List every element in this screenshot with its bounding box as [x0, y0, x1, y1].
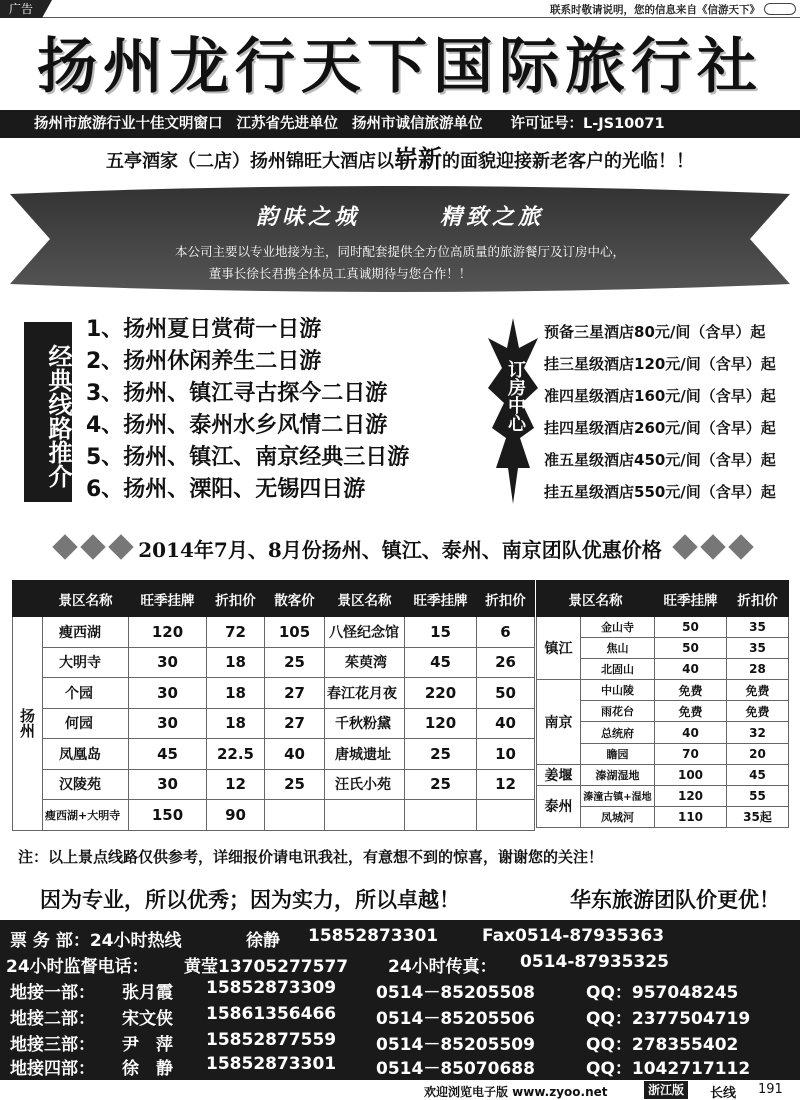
column-header: 景区名称	[537, 581, 655, 617]
route-item: 3、扬州、镇江寻古探今二日游	[86, 381, 388, 406]
top-bar	[0, 0, 800, 18]
table-row: 个园 30 18 27 春江花月夜 220 50	[13, 678, 535, 709]
table-row: 凤凰岛 45 22.5 40 唐城遗址 25 10	[13, 739, 535, 770]
hotel-price-item: 准五星级酒店450元/间（含早）起	[544, 451, 776, 469]
column-header: 旺季挂牌	[655, 581, 727, 617]
hotel-price-list	[544, 316, 794, 508]
column-header: 折扣价	[727, 581, 789, 617]
hotel-price-item: 准四星级酒店160元/间（含早）起	[544, 387, 776, 405]
hotel-price-item: 预备三星酒店80元/间（含早）起	[544, 323, 766, 341]
column-header: 景区名称	[43, 581, 129, 617]
contact-panel: 票 务 部：24小时热线 徐静 15852873301 Fax0514-87935363 24小时监督电话： 黄莹13705277577 24小时传真： 0514-87935325 地接一部： 张月霞 15852873309 0514－85205508 QQ：957048245 地接二部： 宋文侠 15861356466 0514－85205506 QQ：2377504719 地接三部： 尹 萍 15852877559 0514－85205509 QQ：278355402 地接四部： 徐 静 15852873301 0514－85070688 QQ：1042717112	[0, 920, 800, 1080]
hotel-slogan: 五亭酒家（二店）扬州锦旺大酒店以崭新的面貌迎接新老客户的光临！！	[106, 145, 694, 173]
route-item: 4、扬州、泰州水乡风情二日游	[86, 413, 388, 438]
slogan-highlight: 崭新	[394, 145, 442, 173]
table-row: 姜堰 溱湖湿地 100 45	[537, 764, 789, 785]
city-cell: 南京	[537, 680, 581, 764]
banner-heading: 韵味之城 精致之旅	[255, 204, 545, 230]
table-row: 何园 30 18 27 千秋粉黛 120 40	[13, 708, 535, 739]
route-item: 2、扬州休闲养生二日游	[86, 349, 322, 374]
city-cell: 泰州	[537, 785, 581, 827]
hotel-price-item: 挂三星级酒店120元/间（含早）起	[544, 355, 776, 373]
honor-item: 江苏省先进单位	[236, 116, 338, 132]
hotel-price-item: 挂五星级酒店550元/间（含早）起	[544, 483, 776, 501]
table-row: 瞻园 70 20	[537, 743, 789, 764]
city-cell: 镇江	[537, 617, 581, 680]
price-section-title: 2014年7月、8月份扬州、镇江、泰州、南京团队优惠价格	[0, 528, 800, 566]
page-footer	[0, 1080, 800, 1100]
license-number: 许可证号：L-JS10071	[510, 116, 665, 132]
publisher-logo-icon	[764, 3, 796, 15]
source-note: 联系时敬请说明，您的信息来自《信游天下》	[550, 4, 760, 16]
table-row: 泰州 溱潼古镇+湿地 120 55	[537, 785, 789, 806]
honors-band	[0, 110, 800, 138]
yangzhou-price-table	[12, 580, 535, 831]
table-row: 瘦西湖+大明寺 150 90	[13, 800, 535, 831]
hotel-price-item: 挂四星级酒店260元/间（含早）起	[544, 419, 776, 437]
table-row: 北固山 40 28	[537, 659, 789, 680]
route-list	[86, 314, 486, 506]
table-row: 扬州 瘦西湖 120 72 105 八怪纪念馆 15 6	[13, 617, 535, 648]
column-header: 折扣价	[207, 581, 265, 617]
table-row: 南京 中山陵 免费 免费	[537, 680, 789, 701]
section-label: 长线	[710, 1086, 737, 1100]
banner-line-1: 本公司主要以专业地接为主，同时配套提供全方位高质量的旅游餐厅及订房中心，	[174, 244, 625, 259]
tagline: 因为专业，所以优秀；因为实力，所以卓越！ 华东旅游团队价更优！	[40, 888, 780, 912]
banner-line-2: 董事长徐长君携全体员工真诚期待与您合作！！	[208, 266, 472, 281]
table-row: 雨花台 免费 免费	[537, 701, 789, 722]
booking-label: 订房中心	[505, 360, 526, 432]
column-header: 旺季挂牌	[129, 581, 207, 617]
diamond-decoration-icon	[672, 536, 754, 558]
site-link[interactable]: 欢迎浏览电子版 www.zyoo.net	[424, 1085, 608, 1099]
honor-item: 扬州市诚信旅游单位	[352, 116, 483, 132]
routes-label: 经典线路推介	[24, 322, 72, 502]
intro-banner	[10, 184, 790, 294]
table-row: 焦山 50 35	[537, 638, 789, 659]
disclaimer-note: 注：以上景点线路仅供参考，详细报价请电讯我社，有意想不到的惊喜，谢谢您的关注！	[18, 848, 604, 866]
column-header: 景区名称	[325, 581, 405, 617]
honor-item: 扬州市旅游行业十佳文明窗口	[34, 116, 223, 132]
route-item: 6、扬州、溧阳、无锡四日游	[86, 477, 366, 502]
table-row: 大明寺 30 18 25 茱萸湾 45 26	[13, 647, 535, 678]
table-row: 凤城河 110 35起	[537, 806, 789, 827]
other-cities-price-table	[536, 580, 789, 828]
edition-badge: 浙江版	[644, 1081, 688, 1099]
column-header: 折扣价	[477, 581, 535, 617]
column-header: 旺季挂牌	[405, 581, 477, 617]
route-item: 1、扬州夏日赏荷一日游	[86, 317, 322, 342]
table-row: 总统府 40 32	[537, 722, 789, 743]
route-item: 5、扬州、镇江、南京经典三日游	[86, 445, 410, 470]
city-cell: 扬州	[13, 617, 43, 831]
agency-title: 扬州龙行天下国际旅行社	[37, 32, 763, 102]
ad-label: 广告	[0, 0, 42, 18]
table-row: 汉陵苑 30 12 25 汪氏小苑 25 12	[13, 769, 535, 800]
page-number: 191	[758, 1082, 783, 1097]
city-cell: 姜堰	[537, 764, 581, 785]
column-header: 散客价	[265, 581, 325, 617]
table-row: 镇江 金山寺 50 35	[537, 617, 789, 638]
